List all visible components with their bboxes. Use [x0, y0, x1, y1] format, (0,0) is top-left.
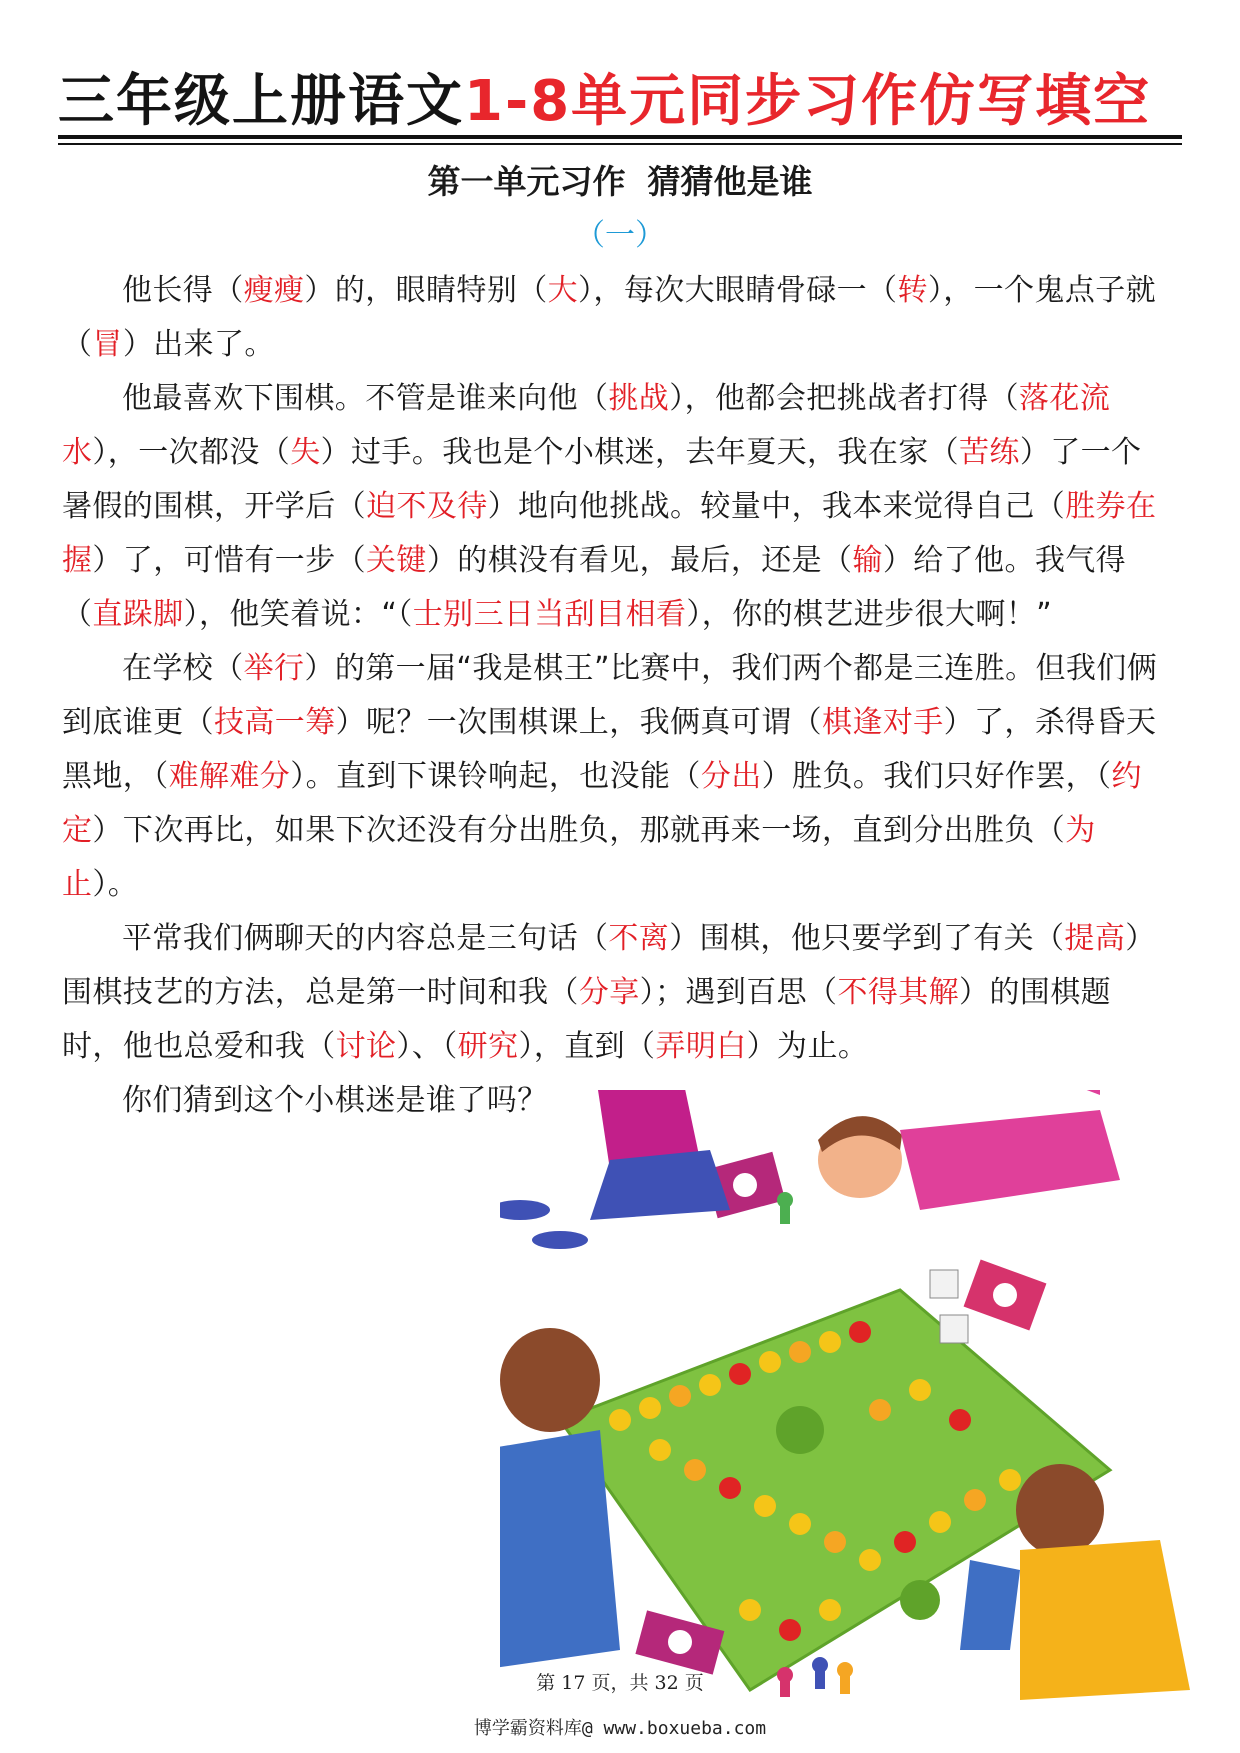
- girl-sitting-figure: [500, 1328, 620, 1670]
- paragraph-text: ）胜负。我们只好作罢，（: [761, 759, 1112, 794]
- paragraph-text: ）、（: [396, 1029, 458, 1064]
- fill-in-answer: 冒: [92, 327, 123, 362]
- paragraph-text: ）下次再比，如果下次还没有分出胜负，那就再来一场，直到分出胜负（: [92, 813, 1066, 848]
- paragraph-text: 他最喜欢下围棋。不管是谁来向他（: [122, 381, 609, 416]
- paragraph-text: 平常我们俩聊天的内容总是三句话（: [122, 921, 609, 956]
- paragraph-text: ）为止。: [746, 1029, 869, 1064]
- fill-in-answer: 关键: [366, 543, 427, 578]
- paragraph-text: ），他都会把挑战者打得（: [669, 381, 1020, 416]
- paragraph-text: ）出来了。: [122, 327, 275, 362]
- page-title-main: 三年级上册语文: [58, 69, 464, 134]
- paragraph-text: ），直到（: [518, 1029, 656, 1064]
- children-board-game-illustration: [500, 1090, 1200, 1700]
- paragraph-text: ）的围棋题时，他也总爱和我（: [62, 975, 1112, 1064]
- fill-in-answer: 苦练: [959, 435, 1020, 470]
- title-rule-thick: [58, 135, 1182, 139]
- paragraph-text: ），一次都没（: [92, 435, 291, 470]
- fill-in-answer: 胜券在握: [62, 489, 1157, 578]
- fill-in-answer: 举行: [243, 651, 305, 686]
- fill-in-answer: 不得其解: [837, 975, 960, 1010]
- fill-in-answer: 挑战: [608, 381, 670, 416]
- fill-in-answer: 落花流水: [62, 381, 1111, 470]
- fill-in-answer: 技高一筹: [214, 705, 336, 740]
- paragraph-text: 他长得（: [122, 273, 244, 308]
- essay-paragraph: [62, 912, 1162, 1074]
- paragraph-text: ）围棋，他只要学到了有关（: [669, 921, 1065, 956]
- fill-in-answer: 弄明白: [655, 1029, 747, 1064]
- paragraph-text: 你们猜到这个小棋迷是谁了吗？: [122, 1083, 548, 1118]
- fill-in-answer: 讨论: [335, 1029, 397, 1064]
- page-number: 第 17 页，共 32 页: [536, 1672, 704, 1694]
- paragraph-text: ）了，杀得昏天黑地，（: [62, 705, 1157, 794]
- section-title-unit: 第一单元习作: [427, 162, 626, 201]
- paragraph-text: ）的第一届“我是棋王”比赛中，我们两个都是三连胜。但我们俩到底谁更（: [62, 651, 1158, 740]
- essay-paragraph: [62, 372, 1162, 642]
- fill-in-answer: 棋逢对手: [822, 705, 944, 740]
- fill-in-answer: 难解难分: [168, 759, 291, 794]
- paragraph-text: ），他笑着说：“（: [183, 597, 413, 632]
- paragraph-text: ），一个鬼点子就（: [62, 273, 1157, 362]
- fill-in-answer: 士别三日当刮目相看: [412, 597, 687, 632]
- paragraph-text: ）的，眼睛特别（: [304, 273, 548, 308]
- paragraph-text: ）呢？一次围棋课上，我俩真可谓（: [335, 705, 823, 740]
- paragraph-text: ）过手。我也是个小棋迷，去年夏天，我在家（: [320, 435, 960, 470]
- boy-kneeling-figure: [500, 1090, 730, 1249]
- paragraph-text: ）地向他挑战。较量中，我本来觉得自己（: [487, 489, 1066, 524]
- fill-in-answer: 分享: [578, 975, 640, 1010]
- fill-in-answer: 直跺脚: [92, 597, 184, 632]
- footer-source: 博学霸资料库@ www.boxueba.com: [473, 1718, 767, 1739]
- fill-in-answer: 不离: [608, 921, 670, 956]
- section-subtitle: （一）: [575, 218, 665, 253]
- fill-in-answer: 分出: [700, 759, 762, 794]
- fill-in-answer: 提高: [1064, 921, 1126, 956]
- fill-in-answer: 研究: [457, 1029, 519, 1064]
- fill-in-answer: 瘦瘦: [243, 273, 305, 308]
- paragraph-text: ）给了他。我气得（: [62, 543, 1127, 632]
- section-title: [0, 158, 1240, 206]
- paragraph-text: 在学校（: [122, 651, 244, 686]
- paragraph-text: ），每次大眼睛骨碌一（: [578, 273, 898, 308]
- paragraph-text: ）了一个暑假的围棋，开学后（: [62, 435, 1142, 524]
- paragraph-text: ）围棋技艺的方法，总是第一时间和我（: [62, 921, 1156, 1010]
- fill-in-answer: 输: [852, 543, 883, 578]
- paragraph-text: ）；遇到百思（: [639, 975, 838, 1010]
- section-title-topic: 猜猜他是谁: [647, 162, 813, 201]
- paragraph-text: ）。直到下课铃响起，也没能（: [290, 759, 701, 794]
- paragraph-text: ）了，可惜有一步（: [92, 543, 367, 578]
- essay-paragraph: [62, 642, 1162, 912]
- title-rule-thin: [58, 143, 1182, 145]
- paragraph-text: ），你的棋艺进步很大啊！”: [686, 597, 1053, 632]
- fill-in-answer: 失: [290, 435, 321, 470]
- fill-in-answer: 迫不及待: [366, 489, 488, 524]
- fill-in-answer: 约定: [62, 759, 1142, 848]
- paragraph-text: ）。: [92, 867, 139, 902]
- fill-in-answer: 为止: [62, 813, 1096, 902]
- essay-body: [62, 264, 1162, 1128]
- fill-in-answer: 转: [897, 273, 928, 308]
- page-title: [58, 62, 1182, 142]
- paragraph-text: ）的棋没有看见，最后，还是（: [426, 543, 853, 578]
- page-title-highlight: 1-8单元同步习作仿写填空: [464, 69, 1152, 134]
- fill-in-answer: 大: [547, 273, 579, 308]
- girl-lying-figure: [818, 1090, 1120, 1210]
- essay-paragraph: [62, 264, 1162, 372]
